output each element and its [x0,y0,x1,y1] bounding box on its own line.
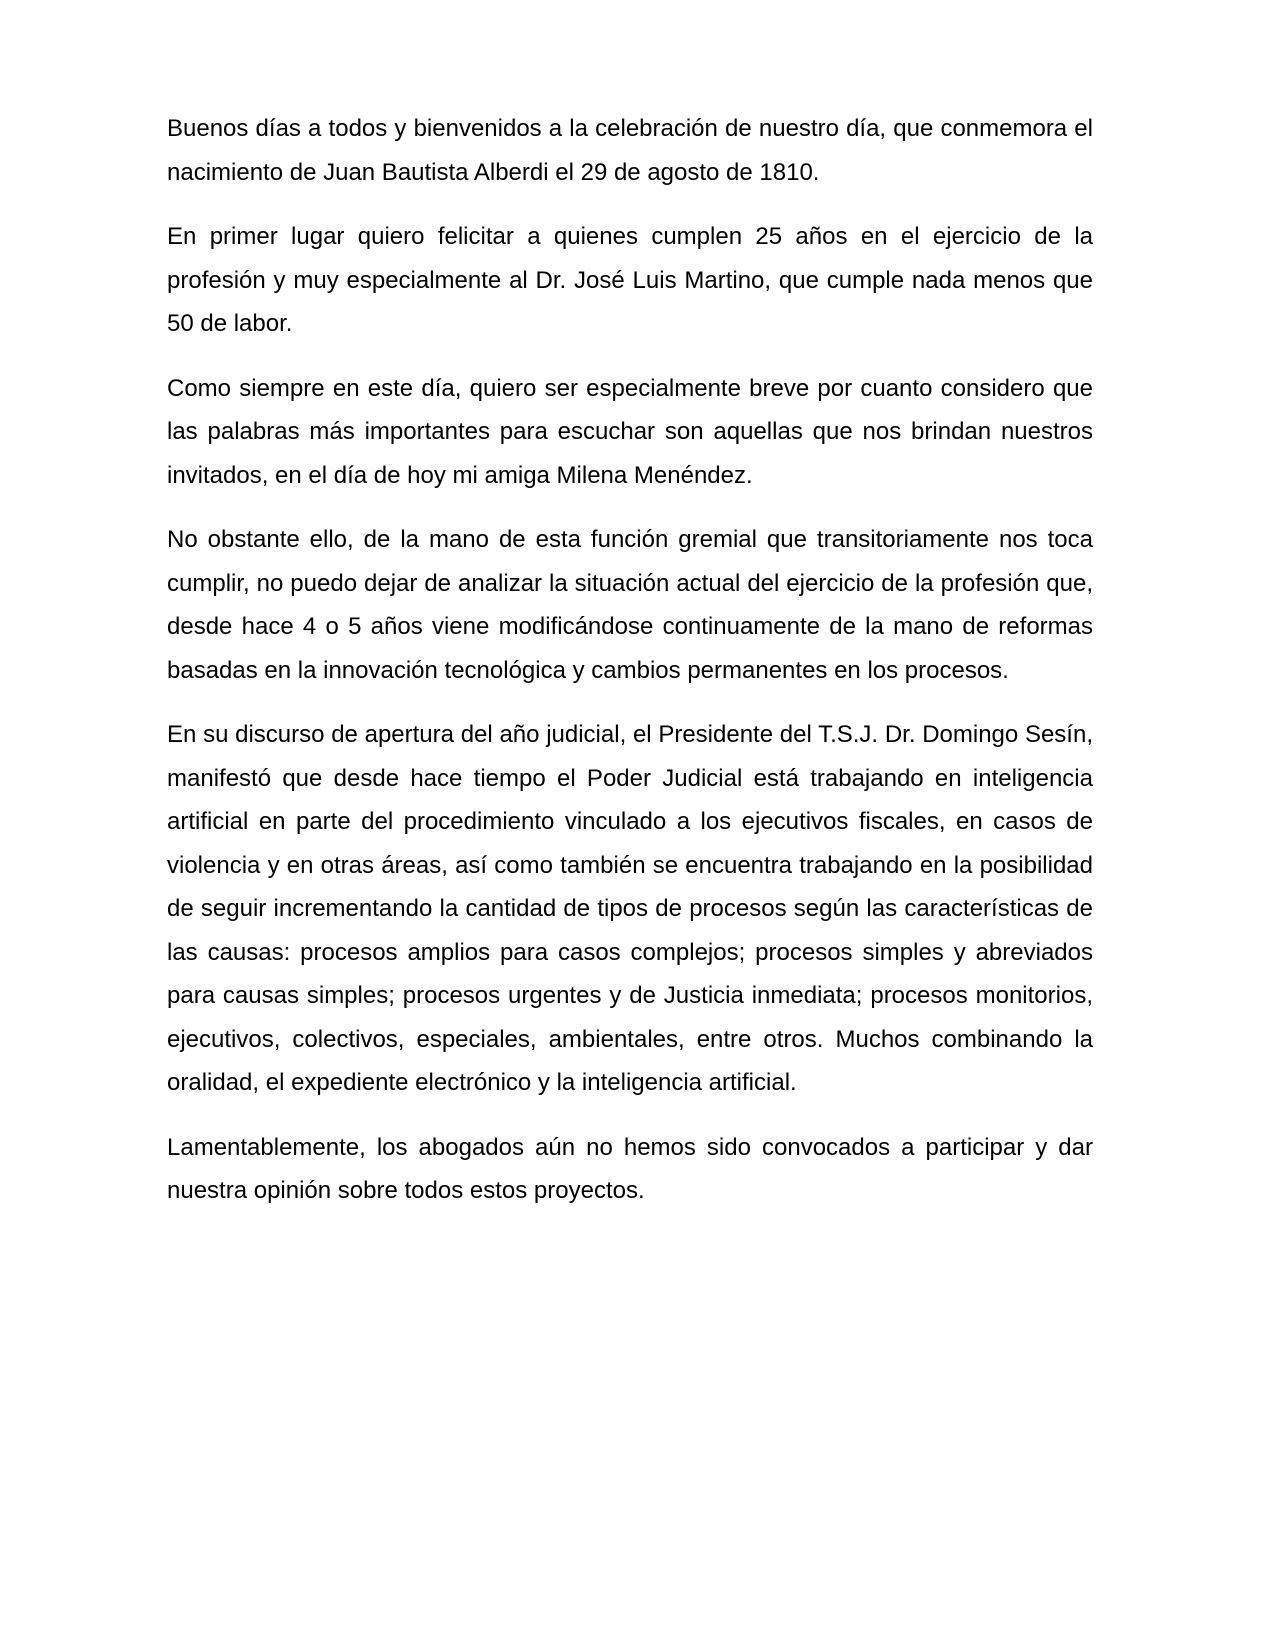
paragraph: Lamentablemente, los abogados aún no hemos sido convocados a participar y dar nuestra opinión sobre todos estos proyectos. [167,1133,1093,1204]
document-body [167,107,1093,1234]
paragraph: Como siempre en este día, quiero ser especialmente breve por cuanto considero que las palabras más importantes para escuchar son aquellas que nos brindan nuestros invitados, en el día de hoy mi amiga Milena Menéndez. [167,374,1093,489]
paragraph: En primer lugar quiero felicitar a quienes cumplen 25 años en el ejercicio de la profesión y muy especialmente al Dr. José Luis Martino, que cumple nada menos que 50 de labor. [167,223,1093,337]
paragraph: Buenos días a todos y bienvenidos a la celebración de nuestro día, que conmemora el nacimiento de Juan Bautista Alberdi el 29 de agosto de 1810. [167,115,1093,186]
paragraph: En su discurso de apertura del año judicial, el Presidente del T.S.J. Dr. Domingo Sesín, manifestó que desde hace tiempo el Poder Judicial está trabajando en inteligencia artificial en parte del procedimiento vinculado a los ejecutivos fiscales, en casos de violencia y en otras áreas, así como también se encuentra trabajando en la posibilidad de seguir incrementando la cantidad de tipos de procesos según las características de las causas: procesos amplios para casos complejos; procesos simples y abreviados para causas simples; procesos urgentes y de Justicia inmediata; procesos monitorios, ejecutivos, colectivos, especiales, ambientales, entre otros. Muchos combinando la oralidad, el expediente electrónico y la inteligencia artificial. [167,721,1093,1096]
paragraph: No obstante ello, de la mano de esta función gremial que transitoriamente nos toca cumplir, no puedo dejar de analizar la situación actual del ejercicio de la profesión que, desde hace 4 o 5 años viene modificándose continuamente de la mano de reformas basadas en la innovación tecnológica y cambios permanentes en los procesos. [167,526,1093,684]
